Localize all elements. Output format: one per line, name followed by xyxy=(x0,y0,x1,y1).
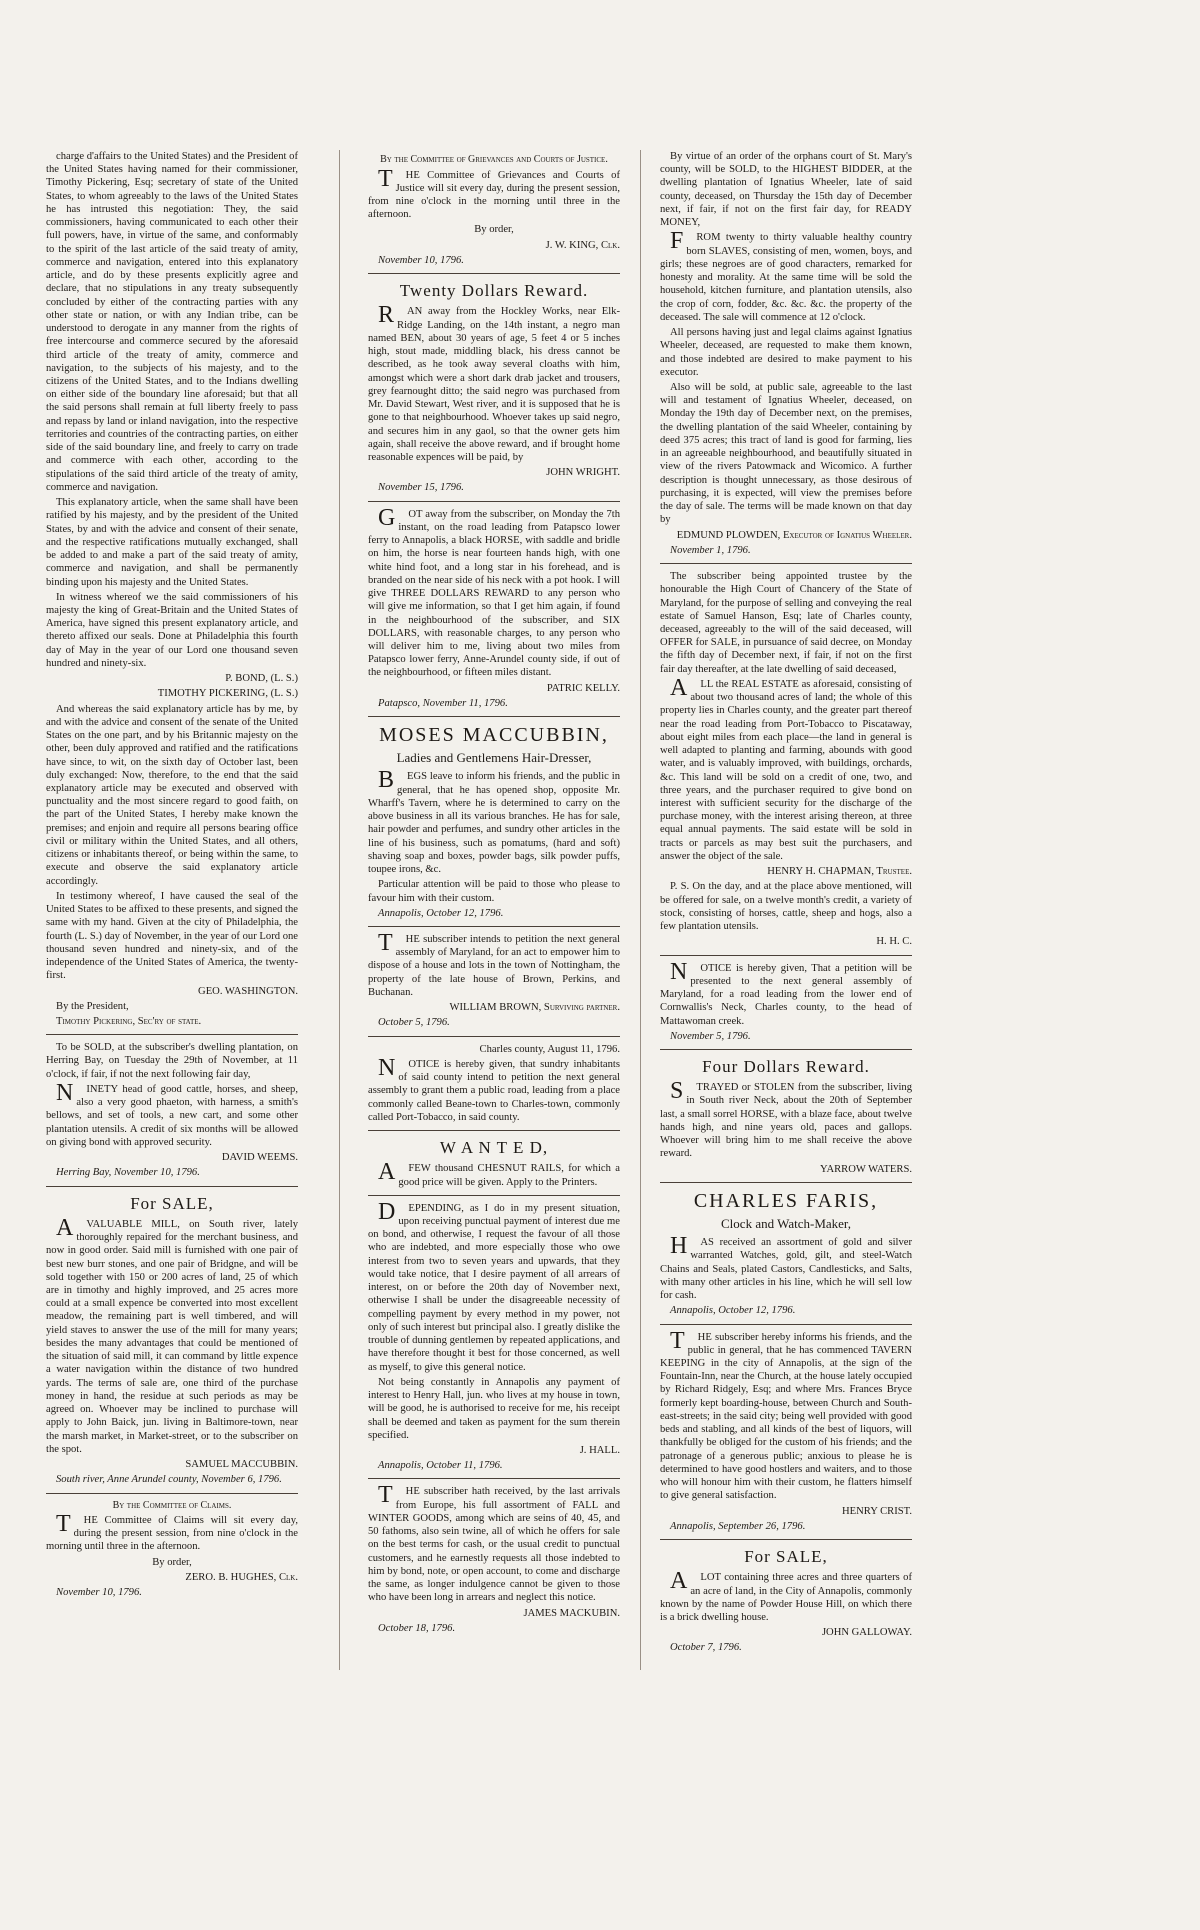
ad-body: AFEW thousand CHESNUT RAILS, for which a good price will be given. Apply to the Printers. xyxy=(378,1159,620,1188)
ad-body: ALL the REAL ESTATE as aforesaid, consisting of about two thousand acres of land; the whole of this property lies in Charles county, and the greater part thereof near the road leading from Port-Tobacco to Piscataway, about eight miles from each place—the land in general is well adapted to planting and farming, abounds with good water, and is valuably improved, with buildings, orchards, &c. This land will be sold on a credit of one, two, and three years, and the purchaser required to give bond on interest with sufficient security for the discharge of the purchase money, with the interest arising thereon, at three equal annual payments. The said estate will be sold in tracts or parcels as may best suit the purchasers, and answer the object of the sale. xyxy=(660,674,912,862)
ad-body: P. S. On the day, and at the place above mentioned, will be offered for sale, on a twelve month's credit, a variety of stock, consisting of horses, cattle, sheep and hogs, also a few plantation utensils. xyxy=(660,881,912,933)
column-left xyxy=(46,150,298,1605)
divider xyxy=(368,501,620,502)
divider xyxy=(368,1478,620,1479)
ad-title: For SALE, xyxy=(130,1193,214,1213)
ad-body: NOTICE is hereby given, That a petition will be presented to the next general assembly of Maryland, for a road leading from the lower end of Cornwallis's Neck, Charles county, to the head of Mattawoman creek. xyxy=(660,958,912,1027)
ad-body: NINETY head of good cattle, horses, and sheep, also a very good phaeton, with harness, a smith's bellows, and set of tools, a new cart, and some other plantation utensils. A credit of six months will be allowed on giving bond with approved security. xyxy=(46,1079,298,1148)
signature: JOHN GALLOWAY. xyxy=(821,1627,912,1639)
signature: DAVID WEEMS. xyxy=(221,1152,298,1164)
dateline: October 5, 1796. xyxy=(378,1017,450,1029)
ad-body: FROM twenty to thirty valuable healthy country born SLAVES, consisting of men, women, boys, and girls; these negroes are of good characters, remarked for honesty and morality. At the same time will be sold the household, kitchen furniture, and plantation utensils, also the crop of corn, fodder, &c. &c. &c. the property of the deceased. The sale will commence at 12 o'clock. xyxy=(660,228,912,323)
proclamation-paragraph: And whereas the said explanatory article has by me, by and with the advice and consent of the senate of the United States on the one part, and by his Britannic majesty on the other, been duly approved and ratified and the ratifications have since, to wit, on the sixth day of October last, been duly exchanged: Now, therefore, to the end that the said explanatory article may be executed and observed with punctuality and the most sincere regard to good faith, on the part of the United States, I hereby make known the premises; and enjoin and require all persons bearing office civil or military within the United States, and all others, citizens or inhabitants thereof, or being within the same, to execute and observe the said explanatory article accordingly. xyxy=(46,703,298,887)
signature: YARROW WATERS. xyxy=(819,1163,912,1175)
divider xyxy=(660,955,912,956)
ad-body: AVALUABLE MILL, on South river, lately thoroughly repaired for the merchant business, and now in good order. Said mill is furnished with one pair of best new burr stones, and one pair of Bridgne, and will be sold together with 150 or 200 acres of land, 25 of which are in timothy and highly improved, and 25 acres more could at a small expence be converted into most excellent meadow, the remaining part is well timbered, and will yield staves to answer the use of the mill for many years; besides the many advantages that could be mentioned of the situation of said mill, it can command by little expence a water navigation within the distance of two hundred yards. The terms of sale are, one third of the purchase money in hand, the residue at such periods as may be agreed on. Whoever may be inclined to purchase will apply to John Baick, jun. living in Baltimore-town, near the marsh market, in Market-street, or to the subscriber on the spot. xyxy=(46,1214,298,1455)
dateline: Patapsco, November 11, 1796. xyxy=(378,697,508,709)
ad-heading: The subscriber being appointed trustee by the honourable the High Court of Chancery of the State of Maryland, for the purpose of selling and conveying the real estate of Samuel Hanson, Esq; late of Charles county, deceased, agreeably to the will of the said deceased, will OFFER for SALE, in pursuance of said decree, on Monday the fifth day of December next, if fair, if not on the first fair day thereafter, at the late dwelling of said deceased, xyxy=(660,571,912,675)
ad-body: BEGS leave to inform his friends, and the public in general, that he has opened shop, opposite Mr. Wharff's Tavern, where he is determined to carry on the above business in all its various branches. He has for sale, hair powder and perfumes, and sundry other articles in the line of his business, such as pomatums, (hard and soft) shaving soap and boxes, powder bags, silk powder puffs, toupee irons, &c. xyxy=(368,767,620,876)
dateline: November 5, 1796. xyxy=(670,1030,751,1042)
divider xyxy=(660,563,912,564)
byline: By the President, xyxy=(56,1000,129,1012)
byline: By order, xyxy=(474,224,514,236)
signature: J. W. KING, Clk. xyxy=(545,239,620,251)
ad-body: THE subscriber hereby informs his friends, and the public in general, that he has commenced TAVERN KEEPING in the city of Annapolis, at the sign of the Fountain-Inn, near the Church, at the house lately occupied by Richard Ridgely, Esq; and where Mrs. Frances Bryce formerly kept boarding-house, between Church and South-east-streets; in the said city; being well provided with good beds and stabling, and all kinds of the best of liquors, will thankfully be obliged for the custom of his friends; and the patronage of a generous public; anxious to please he is determined to have good hostlers and waiters, and to those who will honour him with their custom, he flatters himself to give general satisfaction. xyxy=(660,1327,912,1502)
ad-body: NOTICE is hereby given, that sundry inhabitants of said county intend to petition the next general assembly to grant them a public road, leading from a place commonly called Beane-town to Charles-town, commonly called Port-Tobacco, in said county. xyxy=(368,1054,620,1123)
ad-heading: To be SOLD, at the subscriber's dwelling plantation, on Herring Bay, on Tuesday the 29th of November, at 11 o'clock, if fair, if not the next following fair day, xyxy=(46,1042,298,1080)
byline: By order, xyxy=(152,1556,192,1568)
notice-body: THE Committee of Claims will sit every day, during the present session, from nine o'clock in the morning until three in the afternoon. xyxy=(46,1511,298,1553)
divider xyxy=(368,273,620,274)
column-right xyxy=(660,150,912,1661)
ad-body: Also will be sold, at public sale, agreeable to the last will and testament of Ignatius Wheeler, deceased, on Monday the 19th day of December next, on the premises, the dwelling plantation of the said Wheeler, containing by deed 375 acres; this tract of land is good for farming, lies in an agreeable neighbourhood, and beautifully situated in view of the rivers Patowmack and Wicomico. A further description is thought unnecessary, as those desirous of purchasing, it is expected, will view the premises before the day of sale. The terms will be made known on that day by xyxy=(660,381,912,526)
dateline: Annapolis, October 12, 1796. xyxy=(378,907,504,919)
ad-body: THE subscriber hath received, by the last arrivals from Europe, his full assortment of FALL and WINTER GOODS, among which are seins of 40, 45, and 50 fathoms, also sein twine, all of which he offers for sale on the best terms for cash, or the usual credit to punctual customers, and he earnestly requests all those indebted to him by bond, note, or open account, to come and discharge the same, as longer indulgence cannot be given to those who have been long in arrears and neglect this notice. xyxy=(368,1482,620,1604)
proclamation-paragraph: This explanatory article, when the same shall have been ratified by his majesty, and by the president of the United States, by and with the advice and consent of their senate, and the respective ratifications mutually exchanged, shall be added to and make a part of the said treaty of amity, commerce and navigation, and shall be permanently binding upon his majesty and the United States. xyxy=(46,497,298,588)
signature: HENRY H. CHAPMAN, Trustee. xyxy=(767,866,912,878)
ad-heading: By virtue of an order of the orphans court of St. Mary's county, will be SOLD, to the HIGHEST BIDDER, at the dwelling plantation of Ignatius Wheeler, late of said county, deceased, on Thursday the 15th day of December next, if fair, if not on the first fair day, for READY MONEY, xyxy=(660,151,912,229)
dateline: Annapolis, October 11, 1796. xyxy=(378,1460,503,1472)
dateline: Annapolis, October 12, 1796. xyxy=(670,1305,796,1317)
signature: ZERO. B. HUGHES, Clk. xyxy=(185,1571,298,1583)
dateline: October 7, 1796. xyxy=(670,1642,742,1654)
divider xyxy=(660,1182,912,1183)
signature: TIMOTHY PICKERING, (L. S.) xyxy=(157,688,298,700)
ad-title: W A N T E D, xyxy=(439,1138,549,1158)
ad-body: RAN away from the Hockley Works, near Elk-Ridge Landing, on the 14th instant, a negro man named BEN, about 30 years of age, 5 feet 4 or 5 inches high, stout made, middling black, his dress cannot be described, as he took away several cloaths with him, amongst which were a short dark drab jacket and trousers, grey fearnought ditto; the said negro was purchased from Mr. David Stewart, West river, and it is supposed that he is gone to that neighbourhood. Whoever takes up said negro, and secures him in any gaol, so that the owner gets him again, shall receive the above reward, and if brought home reasonable expences will be paid, by xyxy=(368,302,620,463)
divider xyxy=(368,926,620,927)
divider xyxy=(660,1324,912,1325)
dateline: Herring Bay, November 10, 1796. xyxy=(56,1167,200,1179)
dateline: November 1, 1796. xyxy=(670,544,751,556)
ad-title: For SALE, xyxy=(744,1547,828,1567)
dateline: November 10, 1796. xyxy=(56,1587,142,1599)
signature: HENRY CRIST. xyxy=(841,1505,912,1517)
dateline: November 15, 1796. xyxy=(378,482,464,494)
proclamation-paragraph: In testimony whereof, I have caused the seal of the United States to be affixed to these presents, and signed the same with my hand. Given at the city of Philadelphia, the fourth (L. S.) day of November, in the year of our Lord one thousand seven hundred and ninety-six, and of the independence of the United States of America, the twenty-first. xyxy=(46,890,298,982)
ad-subtitle: Ladies and Gentlemens Hair-Dresser, xyxy=(396,750,592,766)
ad-title: CHARLES FARIS, xyxy=(693,1189,879,1212)
ad-title: Twenty Dollars Reward. xyxy=(399,281,589,301)
dateline: Annapolis, September 26, 1796. xyxy=(670,1520,806,1532)
ad-body: DEPENDING, as I do in my present situation, upon receiving punctual payment of interest due me on bond, and otherwise, I request the favour of all those who are indebted, and more especially those who owe interest from two to seven years and upwards, that they would take notice, that I desire payment of all arrears of interest, on or before the 20th day of November next, otherwise I shall be under the disagreeable necessity of compelling payment by every method in my power, not only of such interest but principal also. I greatly dislike the trouble of dunning gentlemen by repeated applications, and have therefore thought it best for those concerned, as well as myself, to give this general notice. xyxy=(368,1198,620,1373)
ad-title: MOSES MACCUBBIN, xyxy=(379,724,609,747)
dateline: Charles county, August 11, 1796. xyxy=(479,1043,620,1055)
ad-subtitle: Clock and Watch-Maker, xyxy=(721,1215,851,1231)
divider xyxy=(368,1130,620,1131)
dateline: October 18, 1796. xyxy=(378,1622,456,1634)
ad-body: GOT away from the subscriber, on Monday the 7th instant, on the road leading from Patapsco lower ferry to Annapolis, a black HORSE, with saddle and bridle on him, the horse is near fourteen hands high, with one white hind foot, and a long star in his forehead, and is branded on the near side of his neck with a pot hook. I will give THREE DOLLARS REWARD to any person who will give me information, so that I get him again, if found in the neighbourhood of the subscriber, and SIX DOLLARS, with reasonable charges, to any person who will deliver him to me, living about two miles from Patapsco lower ferry, Anne-Arundel county side, if out of the neighbourhood, or fifteen miles distant. xyxy=(368,504,620,679)
proclamation-paragraph: In witness whereof we the said commissioners of his majesty the king of Great-Britain and the United States of America, have signed this present explanatory article, and thereto affixed our seals. Done at Philadelphia this fourth day of May in the year of our Lord one thousand seven hundred and ninety-six. xyxy=(46,591,298,669)
divider xyxy=(660,1539,912,1540)
signature: WILLIAM BROWN, Surviving partner. xyxy=(449,1002,620,1014)
signature: SAMUEL MACCUBBIN. xyxy=(185,1459,298,1471)
ad-body: HAS received an assortment of gold and silver warranted Watches, gold, gilt, and steel-Watch Chains and Seals, plated Castors, Candlesticks, and Salts, with many other articles in his line, which he will sell low for cash. xyxy=(660,1233,912,1302)
signature: JAMES MACKUBIN. xyxy=(523,1607,620,1619)
dateline: November 10, 1796. xyxy=(378,254,464,266)
ad-body: THE subscriber intends to petition the next general assembly of Maryland, for an act to empower him to dispose of a house and lots in the town of Nottingham, the property of the late house of Brown, Perkins, and Buchanan. xyxy=(368,930,620,998)
divider xyxy=(368,1036,620,1037)
ad-body: Particular attention will be paid to those who please to favour him with their custom. xyxy=(368,879,620,904)
ad-title: Four Dollars Reward. xyxy=(702,1057,870,1076)
divider xyxy=(368,1195,620,1196)
signature: Timothy Pickering, Sec'ry of state. xyxy=(56,1016,202,1027)
divider xyxy=(46,1186,298,1187)
ad-body: ALOT containing three acres and three quarters of an acre of land, in the City of Annapolis, commonly known by the name of Powder House Hill, on which there is a brick dwelling house. xyxy=(660,1568,912,1624)
signature: PATRIC KELLY. xyxy=(546,682,620,694)
ad-body: All persons having just and legal claims against Ignatius Wheeler, deceased, are requested to make them known, and those indebted are desired to make payment to his executor. xyxy=(660,327,912,378)
signature: J. HALL. xyxy=(579,1445,620,1456)
column-divider xyxy=(640,150,641,1670)
signature: JOHN WRIGHT. xyxy=(546,467,620,479)
ad-body: STRAYED or STOLEN from the subscriber, living in South river Neck, about the 20th of September last, a small sorrel HORSE, with a blaze face, about twelve hands high, and nine years old, paces and gallops. Whoever will bring him to me shall receive the above reward. xyxy=(660,1078,912,1160)
divider xyxy=(46,1034,298,1035)
column-middle xyxy=(368,150,620,1641)
column-divider xyxy=(339,150,340,1670)
ad-body: Not being constantly in Annapolis any payment of interest to Henry Hall, jun. who lives at my house in town, will be good, he is authorised to receive for me, his receipt shall be deemed and taken as payment for the sum therein specified. xyxy=(368,1376,620,1441)
signature: H. H. C. xyxy=(876,936,912,948)
signature: GEO. WASHINGTON. xyxy=(198,985,298,997)
dateline: South river, Anne Arundel county, November 6, 1796. xyxy=(56,1474,282,1486)
notice-heading: By the Committee of Claims. xyxy=(112,1499,232,1511)
divider xyxy=(368,716,620,717)
signature: EDMUND PLOWDEN, Executor of Ignatius Wheeler. xyxy=(676,529,912,541)
notice-body: THE Committee of Grievances and Courts of Justice will sit every day, during the present session, from nine o'clock in the morning until three in the afternoon. xyxy=(368,165,620,221)
divider xyxy=(46,1493,298,1494)
notice-heading: By the Committee of Grievances and Courts of Justice. xyxy=(380,154,608,165)
proclamation-paragraph: charge d'affairs to the United States) and the President of the United States having named for their commissioner, Timothy Pickering, Esq; secretary of state of the United States, to whom agreeably to the laws of the United States he has intrusted this negotiation: They, the said commissioners, having communicated to each other their full powers, have, in virtue of the same, and conformably to the spirit of the last article of the said treaty of amity, commerce and navigation, entered into this explanatory article, and do by these presents explicitly agree and declare, that no stipulations in any treaty subsequently concluded by either of the contracting parties with any other state or nation, or with any Indian tribe, can be understood to derogate in any manner from the rights of free intercourse and commerce secured by the aforesaid third article of the treaty of amity, commerce and navigation, to the subjects of his majesty, and to the citizens of the United States, and to the Indians dwelling on either side of the boundary line aforesaid; but that all the said persons shall remain at full liberty freely to pass and repass by land or inland navigation, into the respective territories and countries of the contracting parties, on either side of the said boundary line, and freely to carry on trade and commerce with each other, according to the stipulations of the said third article of the treaty of amity, commerce and navigation. xyxy=(46,151,298,493)
divider xyxy=(660,1049,912,1050)
signature: P. BOND, (L. S.) xyxy=(225,673,298,685)
